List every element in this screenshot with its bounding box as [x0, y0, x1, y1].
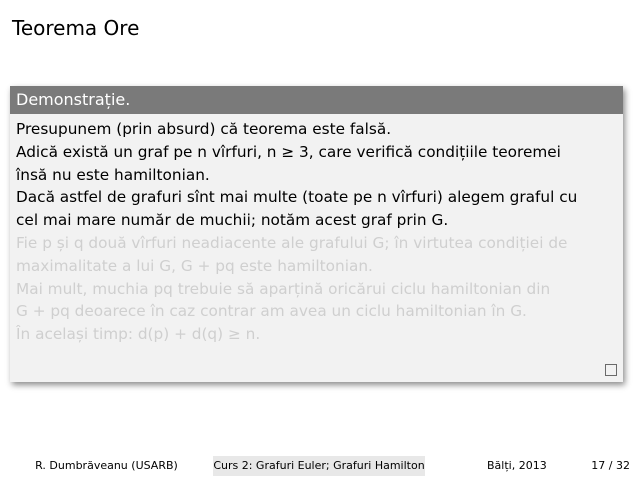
proof-line: Adică există un graf pe n vîrfuri, n ≥ 3, care verifică condițiile teoremei [16, 142, 561, 161]
proof-block-title: Demonstrație. [10, 86, 623, 114]
proof-block [10, 86, 623, 382]
proof-line: Dacă astfel de grafuri sînt mai multe (toate pe n vîrfuri) alegem graful cu [16, 188, 578, 207]
proof-line: Presupunem (prin absurd) că teorema este falsă. [16, 120, 392, 138]
footer-right [425, 456, 638, 476]
footer-page-number: 17 / 32 [591, 459, 630, 472]
proof-block-body [10, 114, 623, 346]
proof-line: însă nu este hamiltonian. [16, 165, 210, 184]
qed-square-icon [605, 364, 617, 376]
footer-course: Curs 2: Grafuri Euler; Grafuri Hamilton [213, 456, 425, 476]
proof-line-hidden: G + pq deoarece în caz contrar am avea un ciclu hamiltonian în G. [16, 302, 527, 321]
footer-author: R. Dumbrăveanu (USARB) [0, 456, 213, 476]
proof-line-hidden: Mai mult, muchia pq trebuie să aparțină oricărui ciclu hamiltonian din [16, 279, 551, 298]
proof-line: cel mai mare număr de muchii; notăm acest graf prin G. [16, 211, 449, 230]
footer-bar [0, 456, 638, 476]
footer-place-date: Bălți, 2013 [487, 459, 547, 472]
proof-line-hidden: maximalitate a lui G, G + pq este hamiltonian. [16, 256, 373, 275]
proof-line-hidden: În același timp: d(p) + d(q) ≥ n. [16, 325, 261, 344]
slide-title: Teorema Ore [12, 16, 140, 40]
proof-line-hidden: Fie p și q două vîrfuri neadiacente ale grafului G; în virtutea condiției de [16, 233, 568, 252]
